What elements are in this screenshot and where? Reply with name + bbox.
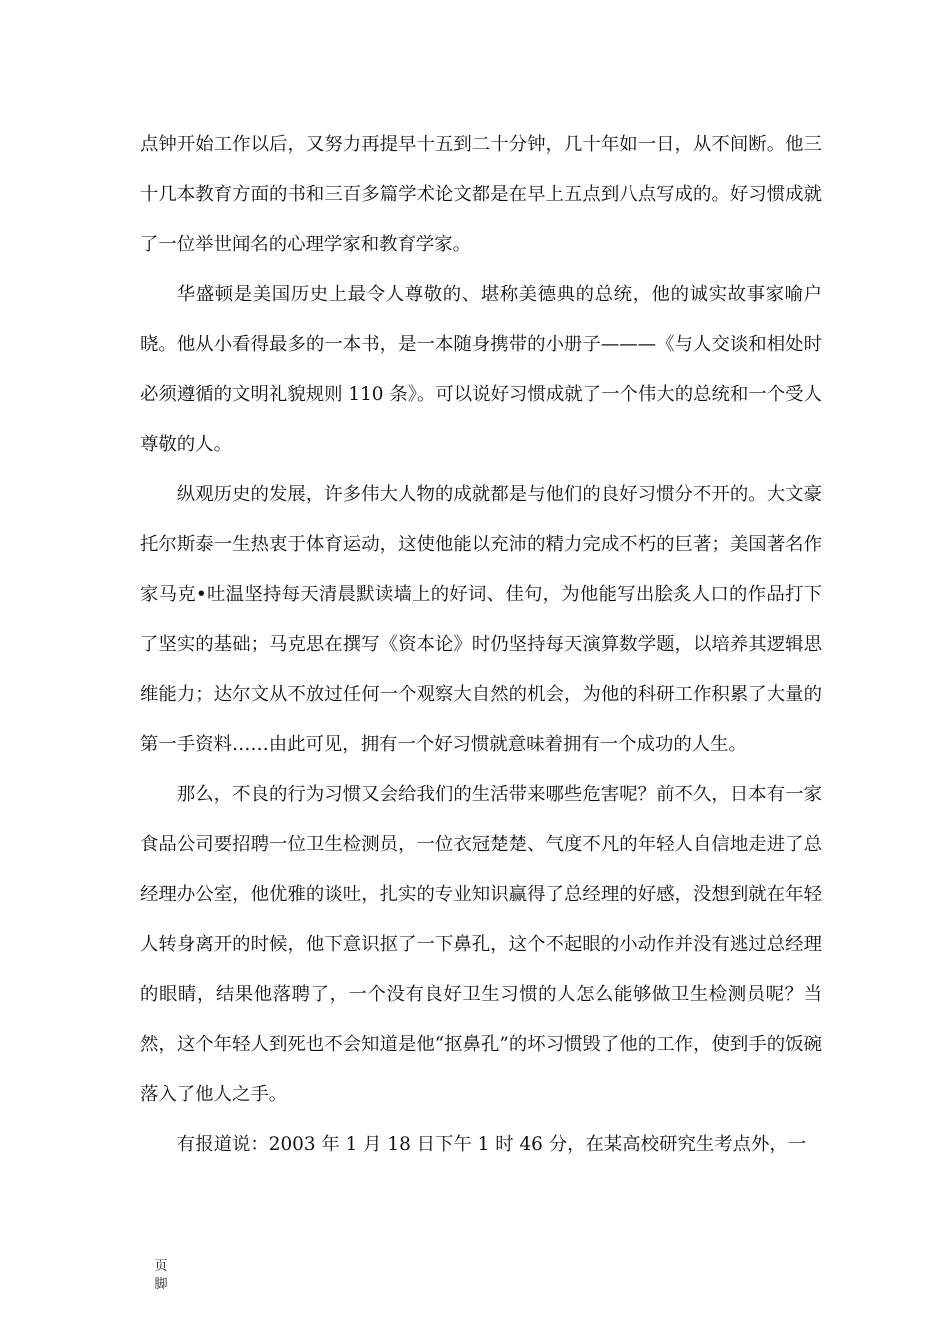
paragraph-4: 那么，不良的行为习惯又会给我们的生活带来哪些危害呢？前不久，日本有一家食品公司要招聘一位卫生检测员，一位衣冠楚楚、气度不凡的年轻人自信地走进了总经理办公室，他优雅的谈吐，扎实的专业知识赢得了总经理的好感，没想到就在年轻人转身离开的时候，他下意识抠了一下鼻孔，这个不起眼的小动作并没有逃过总经理的眼睛，结果他落聘了，一个没有良好卫生习惯的人怎么能够做卫生检测员呢？当然，这个年轻人到死也不会知道是他“抠鼻孔”的坏习惯毁了他的工作，使到手的饭碗落入了他人之手。 bbox=[140, 784, 822, 1105]
paragraph-5: 有报道说：2003 年 1 月 18 日下午 1 时 46 分，在某高校研究生考点外，一 bbox=[176, 1134, 807, 1155]
body-text bbox=[140, 120, 822, 1170]
paragraph-2: 华盛顿是美国历史上最令人尊敬的、堪称美德典的总统，他的诚实故事家喻户晓。他从小看得最多的一本书，是一本随身携带的小册子———《与人交谈和相处时必须遵循的文明礼貌规则 110 条》。可以说好习惯成就了一个伟大的总统和一个受人尊敬的人。 bbox=[140, 284, 822, 455]
paragraph-3: 纵观历史的发展，许多伟大人物的成就都是与他们的良好习惯分不开的。大文豪托尔斯泰一生热衷于体育运动，这使他能以充沛的精力完成不朽的巨著；美国著名作家马克•吐温坚持每天清晨默读墙上的好词、佳句，为他能写出脍炙人口的作品打下了坚实的基础；马克思在撰写《资本论》时仍坚持每天演算数学题，以培养其逻辑思维能力；达尔文从不放过任何一个观察大自然的机会，为他的科研工作积累了大量的第一手资料……由此可见，拥有一个好习惯就意味着拥有一个成功的人生。 bbox=[140, 484, 822, 755]
page-footer: 页脚 bbox=[154, 1259, 168, 1292]
paragraph-1: 点钟开始工作以后，又努力再提早十五到二十分钟，几十年如一日，从不间断。他三十几本教育方面的书和三百多篇学术论文都是在早上五点到八点写成的。好习惯成就了一位举世闻名的心理学家和教育学家。 bbox=[140, 134, 822, 255]
